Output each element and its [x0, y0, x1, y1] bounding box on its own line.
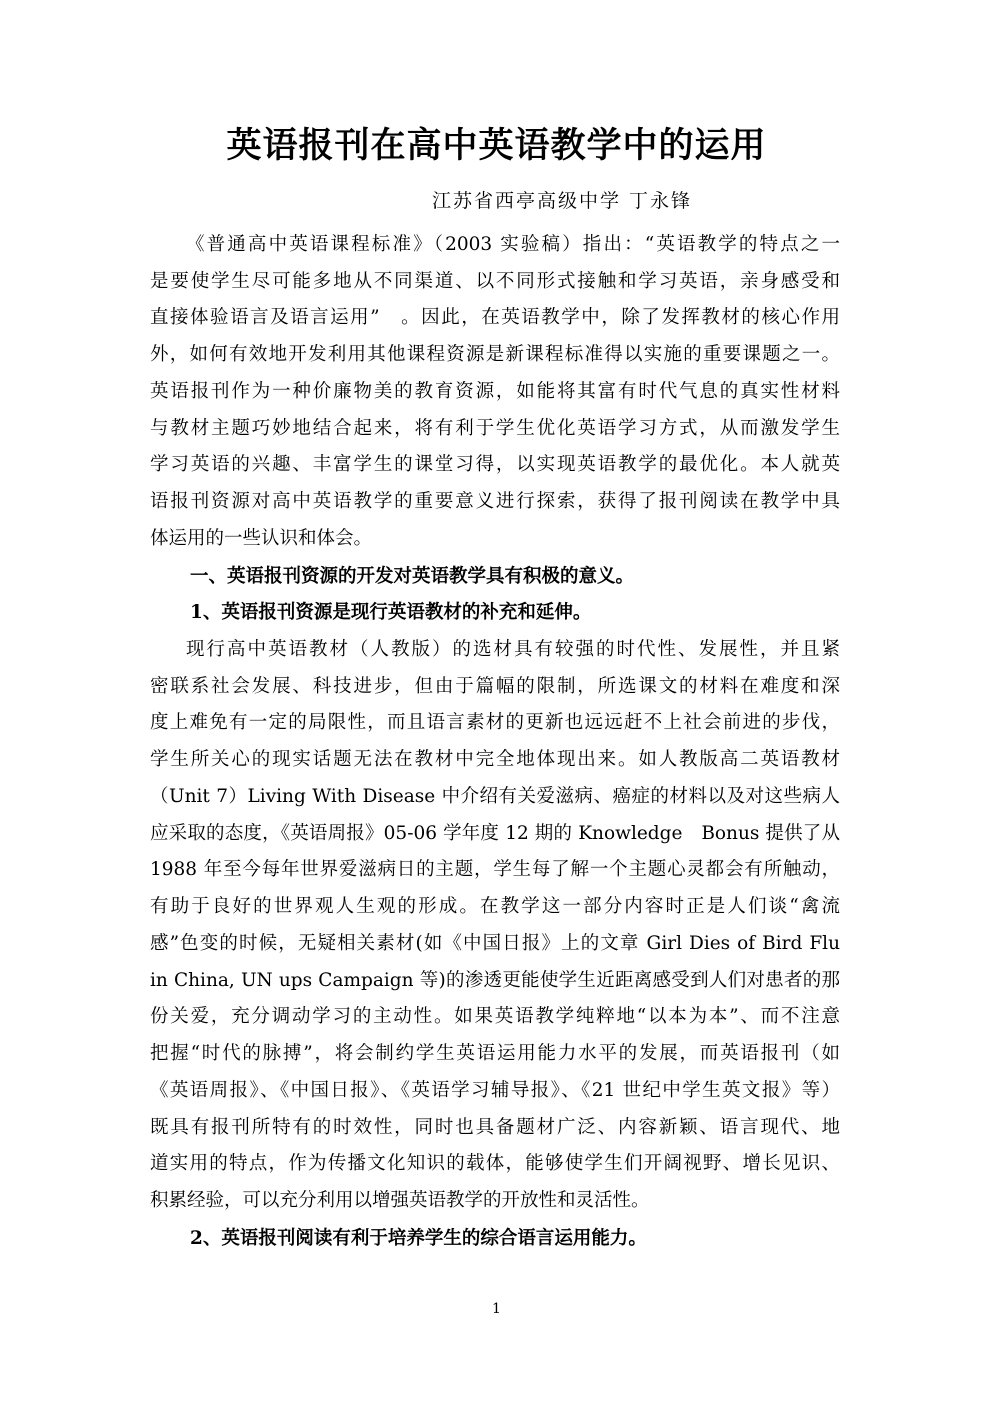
author-line: 江苏省西亭高级中学 丁永锋	[432, 190, 693, 212]
paragraph-line: 英语报刊作为一种价廉物美的教育资源，如能将其富有时代气息的真实性材料	[150, 381, 840, 402]
subsection-heading: 1、英语报刊资源是现行英语教材的补充和延伸。	[190, 602, 592, 623]
paragraph-line: 《英语周报》、《中国日报》、《英语学习辅导报》、《21 世纪中学生英文报》等）	[150, 1080, 840, 1101]
paragraph-line: 道实用的特点，作为传播文化知识的载体，能够使学生们开阔视野、增长见识、	[150, 1153, 840, 1174]
paragraph-line: 外，如何有效地开发利用其他课程资源是新课程标准得以实施的重要课题之一。	[150, 344, 840, 365]
paragraph-line: 《普通高中英语课程标准》（2003 实验稿）指出：“英语教学的特点之一	[186, 234, 840, 255]
section-heading: 一、英语报刊资源的开发对英语教学具有积极的意义。	[190, 566, 635, 587]
paragraph-line: 积累经验，可以充分利用以增强英语教学的开放性和灵活性。	[150, 1190, 650, 1211]
paragraph-line: 既具有报刊所特有的时效性，同时也具备题材广泛、内容新颖、语言现代、地	[150, 1117, 840, 1138]
paragraph-line: 直接体验语言及语言运用” 。因此，在英语教学中，除了发挥教材的核心作用	[150, 307, 840, 328]
paragraph-line: 密联系社会发展、科技进步，但由于篇幅的限制，所选课文的材料在难度和深	[150, 676, 840, 697]
paragraph-line: 有助于良好的世界观人生观的形成。在教学这一部分内容时正是人们谈“禽流	[150, 896, 840, 917]
paragraph-line: （Unit 7）Living With Disease 中介绍有关爱滋病、癌症的材料以及对这些病人	[150, 786, 840, 807]
paragraph-line: 应采取的态度，《英语周报》05-06 学年度 12 期的 Knowledge Bonus 提供了从	[150, 823, 840, 844]
paragraph-line: 与教材主题巧妙地结合起来，将有利于学生优化英语学习方式，从而激发学生	[150, 418, 840, 439]
page-number: 1	[492, 1301, 501, 1317]
paragraph-line: in China, UN ups Campaign 等)的渗透更能使学生近距离感受到人们对患者的那	[150, 970, 840, 991]
paragraph-line: 是要使学生尽可能多地从不同渠道、以不同形式接触和学习英语，亲身感受和	[150, 271, 840, 292]
paragraph-line: 度上难免有一定的局限性，而且语言素材的更新也远远赶不上社会前进的步伐，	[150, 712, 840, 733]
paragraph-line: 1988 年至今每年世界爱滋病日的主题，学生每了解一个主题心灵都会有所触动，	[150, 859, 840, 880]
paragraph-line: 学习英语的兴趣、丰富学生的课堂习得，以实现英语教学的最优化。本人就英	[150, 454, 840, 475]
document-title: 英语报刊在高中英语教学中的运用	[226, 125, 767, 166]
paragraph-line: 感”色变的时候，无疑相关素材(如《中国日报》上的文章 Girl Dies of Bird Flu	[150, 933, 840, 954]
paragraph-line: 体运用的一些认识和体会。	[150, 528, 373, 549]
paragraph-line: 现行高中英语教材（人教版）的选材具有较强的时代性、发展性，并且紧	[186, 639, 840, 660]
paragraph-line: 语报刊资源对高中英语教学的重要意义进行探索，获得了报刊阅读在教学中具	[150, 491, 840, 512]
paragraph-line: 把握“时代的脉搏”，将会制约学生英语运用能力水平的发展，而英语报刊（如	[150, 1043, 840, 1064]
paragraph-line: 份关爱，充分调动学习的主动性。如果英语教学纯粹地“以本为本”、而不注意	[150, 1006, 840, 1027]
paragraph-line: 学生所关心的现实话题无法在教材中完全地体现出来。如人教版高二英语教材	[150, 749, 840, 770]
subsection-heading: 2、英语报刊阅读有利于培养学生的综合语言运用能力。	[190, 1228, 647, 1249]
